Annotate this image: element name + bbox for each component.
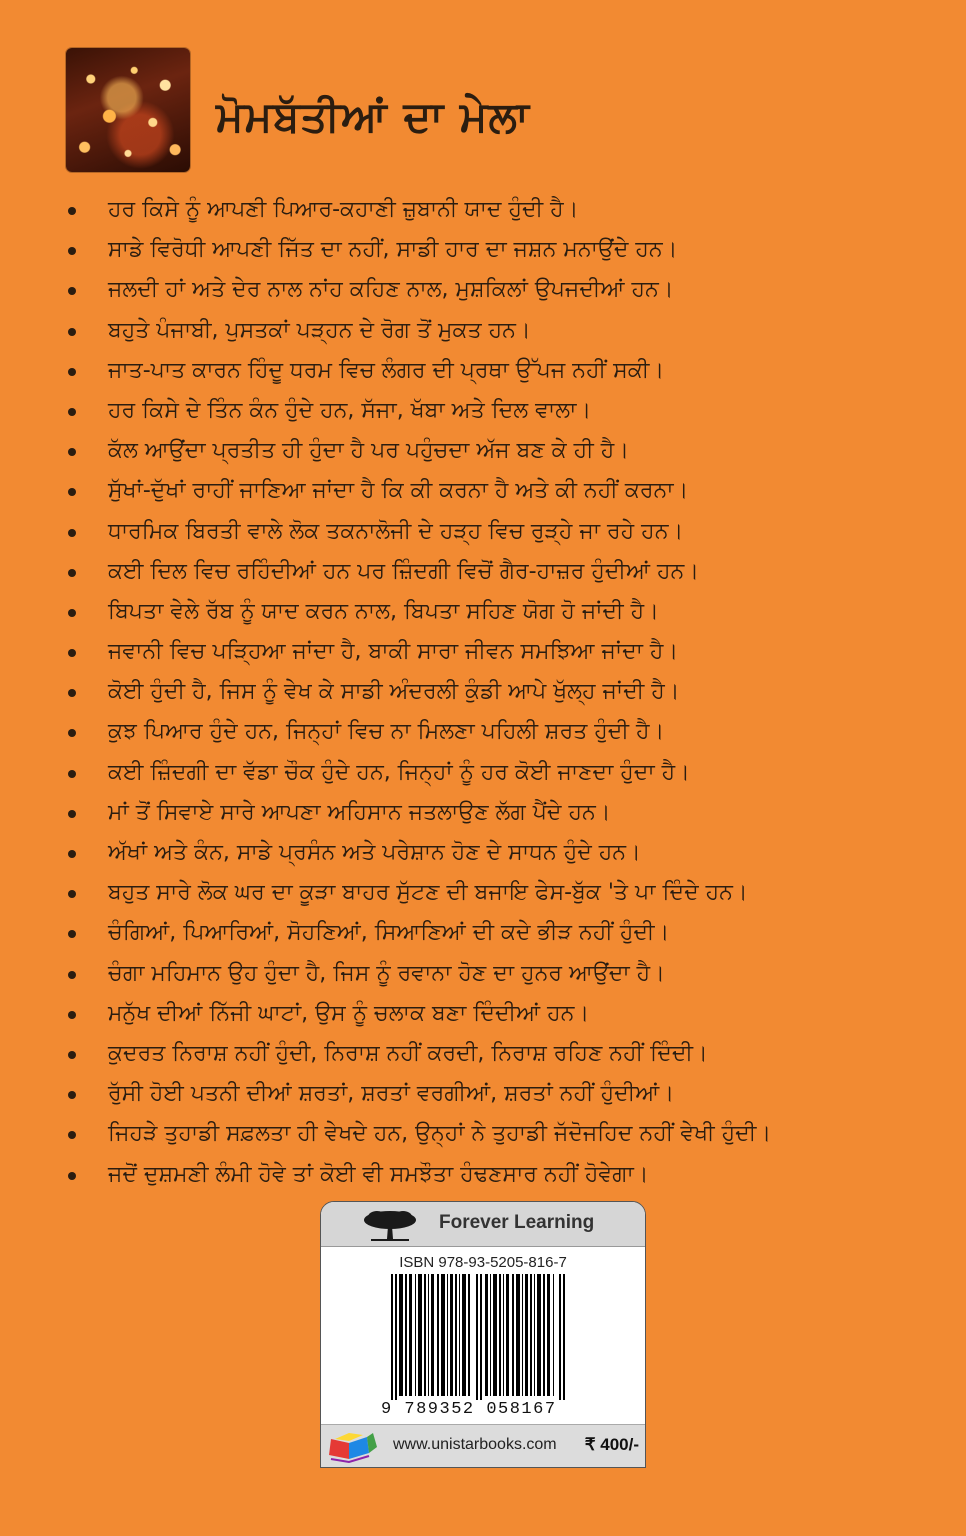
barcode-panel (320, 1201, 646, 1468)
brand-bar (321, 1202, 645, 1247)
list-item: ਮਨੁੱਖ ਦੀਆਂ ਨਿੱਜੀ ਘਾਟਾਂ, ਉਸ ਨੂੰ ਚਲਾਕ ਬਣਾ ਦਿੰਦੀਆਂ ਹਨ। (62, 994, 942, 1034)
list-item: ਬਹੁਤ ਸਾਰੇ ਲੋਕ ਘਰ ਦਾ ਕੂੜਾ ਬਾਹਰ ਸੁੱਟਣ ਦੀ ਬਜਾਇ ਫੇਸ-ਬੁੱਕ 'ਤੇ ਪਾ ਦਿੰਦੇ ਹਨ। (62, 873, 942, 913)
quotes-list (62, 190, 942, 1195)
list-item: ਅੱਖਾਂ ਅਤੇ ਕੰਨ, ਸਾਡੇ ਪ੍ਰਸੰਨ ਅਤੇ ਪਰੇਸ਼ਾਨ ਹੋਣ ਦੇ ਸਾਧਨ ਹੁੰਦੇ ਹਨ। (62, 833, 942, 873)
book-logo-icon (325, 1429, 381, 1463)
list-item: ਚੰਗਾ ਮਹਿਮਾਨ ਉਹ ਹੁੰਦਾ ਹੈ, ਜਿਸ ਨੂੰ ਰਵਾਨਾ ਹੋਣ ਦਾ ਹੁਨਰ ਆਉਂਦਾ ਹੈ। (62, 954, 942, 994)
list-item: ਧਾਰਮਿਕ ਬਿਰਤੀ ਵਾਲੇ ਲੋਕ ਤਕਨਾਲੋਜੀ ਦੇ ਹੜ੍ਹ ਵਿਚ ਰੁੜ੍ਹੇ ਜਾ ਰਹੇ ਹਨ। (62, 512, 942, 552)
publisher-bar (321, 1424, 645, 1467)
list-item: ਸੁੱਖਾਂ-ਦੁੱਖਾਂ ਰਾਹੀਂ ਜਾਣਿਆ ਜਾਂਦਾ ਹੈ ਕਿ ਕੀ ਕਰਨਾ ਹੈ ਅਤੇ ਕੀ ਨਹੀਂ ਕਰਨਾ। (62, 471, 942, 511)
list-item: ਜਦੋਂ ਦੁਸ਼ਮਣੀ ਲੰਮੀ ਹੋਵੇ ਤਾਂ ਕੋਈ ਵੀ ਸਮਝੌਤਾ ਹੰਢਣਸਾਰ ਨਹੀਂ ਹੋਵੇਗਾ। (62, 1155, 942, 1195)
list-item: ਮਾਂ ਤੋਂ ਸਿਵਾਏ ਸਾਰੇ ਆਪਣਾ ਅਹਿਸਾਨ ਜਤਲਾਉਣ ਲੱਗ ਪੈਂਦੇ ਹਨ। (62, 793, 942, 833)
list-item: ਹਰ ਕਿਸੇ ਨੂੰ ਆਪਣੀ ਪਿਆਰ-ਕਹਾਣੀ ਜ਼ੁਬਾਨੀ ਯਾਦ ਹੁੰਦੀ ਹੈ। (62, 190, 942, 230)
list-item: ਬਹੁਤੇ ਪੰਜਾਬੀ, ਪੁਸਤਕਾਂ ਪੜ੍ਹਨ ਦੇ ਰੋਗ ਤੋਂ ਮੁਕਤ ਹਨ। (62, 311, 942, 351)
list-item: ਸਾਡੇ ਵਿਰੋਧੀ ਆਪਣੀ ਜਿੱਤ ਦਾ ਨਹੀਂ, ਸਾਡੀ ਹਾਰ ਦਾ ਜਸ਼ਨ ਮਨਾਉਂਦੇ ਹਨ। (62, 230, 942, 270)
list-item: ਚੰਗਿਆਂ, ਪਿਆਰਿਆਂ, ਸੋਹਣਿਆਂ, ਸਿਆਣਿਆਂ ਦੀ ਕਦੇ ਭੀੜ ਨਹੀਂ ਹੁੰਦੀ। (62, 913, 942, 953)
publisher-website: www.unistarbooks.com (393, 1436, 557, 1453)
list-item: ਰੁੱਸੀ ਹੋਈ ਪਤਨੀ ਦੀਆਂ ਸ਼ਰਤਾਂ, ਸ਼ਰਤਾਂ ਵਰਗੀਆਂ, ਸ਼ਰਤਾਂ ਨਹੀਂ ਹੁੰਦੀਆਂ। (62, 1074, 942, 1114)
list-item: ਜਵਾਨੀ ਵਿਚ ਪੜ੍ਹਿਆ ਜਾਂਦਾ ਹੈ, ਬਾਕੀ ਸਾਰਾ ਜੀਵਨ ਸਮਝਿਆ ਜਾਂਦਾ ਹੈ। (62, 632, 942, 672)
list-item: ਜਲਦੀ ਹਾਂ ਅਤੇ ਦੇਰ ਨਾਲ ਨਾਂਹ ਕਹਿਣ ਨਾਲ, ਮੁਸ਼ਕਿਲਾਂ ਉਪਜਦੀਆਂ ਹਨ। (62, 270, 942, 310)
book-title: ਮੋਮਬੱਤੀਆਂ ਦਾ ਮੇਲਾ (216, 92, 530, 141)
barcode-number: 9 789352 058167 (379, 1400, 581, 1419)
list-item: ਕੁਦਰਤ ਨਿਰਾਸ਼ ਨਹੀਂ ਹੁੰਦੀ, ਨਿਰਾਸ਼ ਨਹੀਂ ਕਰਦੀ, ਨਿਰਾਸ਼ ਰਹਿਣ ਨਹੀਂ ਦਿੰਦੀ। (62, 1034, 942, 1074)
list-item: ਹਰ ਕਿਸੇ ਦੇ ਤਿੰਨ ਕੰਨ ਹੁੰਦੇ ਹਨ, ਸੱਜਾ, ਖੱਬਾ ਅਤੇ ਦਿਲ ਵਾਲਾ। (62, 391, 942, 431)
brand-name: Forever Learning (439, 1212, 595, 1233)
list-item: ਕੱਲ ਆਉਂਦਾ ਪ੍ਰਤੀਤ ਹੀ ਹੁੰਦਾ ਹੈ ਪਰ ਪਹੁੰਚਦਾ ਅੱਜ ਬਣ ਕੇ ਹੀ ਹੈ। (62, 431, 942, 471)
barcode-bars (391, 1274, 569, 1406)
list-item: ਕੁਝ ਪਿਆਰ ਹੁੰਦੇ ਹਨ, ਜਿਨ੍ਹਾਂ ਵਿਚ ਨਾ ਮਿਲਣਾ ਪਹਿਲੀ ਸ਼ਰਤ ਹੁੰਦੀ ਹੈ। (62, 712, 942, 752)
isbn-text: ISBN 978-93-5205-816-7 (399, 1254, 567, 1271)
list-item: ਜਾਤ-ਪਾਤ ਕਾਰਨ ਹਿੰਦੂ ਧਰਮ ਵਿਚ ਲੰਗਰ ਦੀ ਪ੍ਰਥਾ ਉੱਪਜ ਨਹੀਂ ਸਕੀ। (62, 351, 942, 391)
list-item: ਬਿਪਤਾ ਵੇਲੇ ਰੱਬ ਨੂੰ ਯਾਦ ਕਰਨ ਨਾਲ, ਬਿਪਤਾ ਸਹਿਣ ਯੋਗ ਹੋ ਜਾਂਦੀ ਹੈ। (62, 592, 942, 632)
cover-candles-image (66, 48, 190, 172)
list-item: ਜਿਹੜੇ ਤੁਹਾਡੀ ਸਫ਼ਲਤਾ ਹੀ ਵੇਖਦੇ ਹਨ, ਉਨ੍ਹਾਂ ਨੇ ਤੁਹਾਡੀ ਜੱਦੋਜਹਿਦ ਨਹੀਂ ਵੇਖੀ ਹੁੰਦੀ। (62, 1114, 942, 1154)
list-item: ਕਈ ਜ਼ਿੰਦਗੀ ਦਾ ਵੱਡਾ ਚੌਕ ਹੁੰਦੇ ਹਨ, ਜਿਨ੍ਹਾਂ ਨੂੰ ਹਰ ਕੋਈ ਜਾਣਦਾ ਹੁੰਦਾ ਹੈ। (62, 753, 942, 793)
list-item: ਕਈ ਦਿਲ ਵਿਚ ਰਹਿੰਦੀਆਂ ਹਨ ਪਰ ਜ਼ਿੰਦਗੀ ਵਿਚੋਂ ਗੈਰ-ਹਾਜ਼ਰ ਹੁੰਦੀਆਂ ਹਨ। (62, 552, 942, 592)
tree-icon (361, 1208, 419, 1242)
list-item: ਕੋਈ ਹੁੰਦੀ ਹੈ, ਜਿਸ ਨੂੰ ਵੇਖ ਕੇ ਸਾਡੀ ਅੰਦਰਲੀ ਕੁੰਡੀ ਆਪੇ ਖੁੱਲ੍ਹ ਜਾਂਦੀ ਹੈ। (62, 672, 942, 712)
price-label: ₹ 400/- (584, 1435, 639, 1454)
